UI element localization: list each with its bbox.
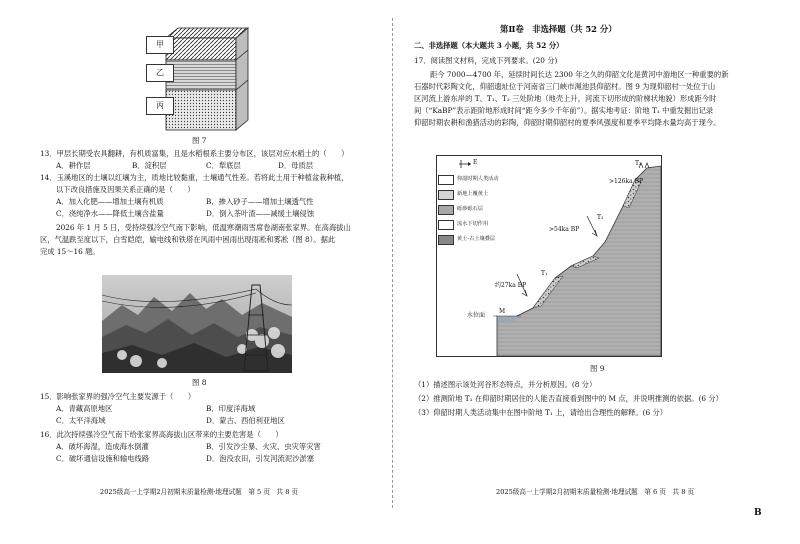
q13-option-d: D．母质层 [278, 161, 314, 170]
left-page [0, 0, 392, 544]
q15-option-a: A．青藏高原地区 [56, 404, 113, 413]
east-arrow-label: E [473, 159, 478, 166]
legend-item-gravel: 砾砂砾石层 [438, 202, 506, 217]
material-line2: 区，气温跌至度以下，白雪皑皑，输电线和铁塔在风雨中困雨出现雨凇和雾凇（图 8）。据此 [40, 235, 336, 244]
q13-option-c: C．犁底层 [206, 161, 241, 170]
layer-label-jia: 甲 [146, 36, 174, 54]
q14-option-d: D．倒入茶叶渣——减缓土壤侵蚀 [206, 209, 315, 218]
q14-option-b: B．掺入砂子——增加土壤透气性 [206, 197, 314, 206]
fig7-caption: 图 7 [192, 136, 207, 145]
point-m-label: M [499, 308, 506, 315]
q13-option-a: A．耕作层 [56, 161, 91, 170]
layer-label-yi: 乙 [146, 64, 174, 82]
section-subtitle: 二、非选择题（本大题共 3 小题，共 52 分） [414, 41, 564, 50]
age-t1: 约27ka BP [495, 282, 527, 289]
q16-stem: 16．此次持续强冷空气南下给张家界高海拔山区带来的主要危害是（ ） [40, 430, 283, 439]
q16-option-b: B．引发沙尘暴、火灾、虫灾等灾害 [206, 442, 321, 451]
age-t3: >126ka BP [609, 178, 644, 185]
terrace-t3: T₃ [635, 160, 642, 167]
left-footer: 2025级高一上学期2月初期末质量检测·地理试题 第 5 页 共 8 页 [100, 488, 299, 496]
age-t2: >54ka BP [549, 226, 580, 233]
q17-sub-3: （3）仰韶时期人类活动集中在图中阶地 T₁ 上，请给出合理性的解释。(6 分） [414, 408, 668, 417]
q17-para-1: 距今 7000—4700 年，延续时间长达 2300 年之久的仰韶文化是黄河中游地区一种重要的新 [430, 70, 729, 79]
legend-item-loess-paleosol: 黄土-古土壤叠层 [438, 232, 506, 247]
q16-option-a: A．破坏海湿，造成海水倒灌 [56, 442, 149, 451]
q14-option-a: A．加入化肥——增加土壤有机质 [56, 197, 164, 206]
q17-para-2: 石器时代彩陶文化，仰韶遗址位于河南省三门峡市渑池县仰韶村。图 9 为现仰韶村一处位于山 [414, 82, 716, 91]
terrace-t2: T₂ [597, 214, 604, 221]
material-line1: 2026 年 1 月 5 日，受持续强冷空气南下影响，低温寒潮雨雪席卷湖南张家界。在高海拔山 [56, 223, 351, 232]
q15-stem: 15．影响张家界的强冷空气主要发源于（ ） [40, 392, 196, 401]
right-footer: 2025级高一上学期2月初期末质量检测·地理试题 第 6 页 共 8 页 [496, 488, 695, 496]
water-level-label: 水位面 [467, 312, 486, 319]
section-title: 第Ⅱ卷 非选择题（共 52 分） [500, 24, 617, 34]
q15-option-d: D．蒙古、西伯利亚地区 [206, 416, 285, 425]
q17-para-4: 间（“KaBP”表示距阶地形成时间“距今多少千年前”）。据实地考证：阶地 T₁ 中重发掘出记录 [414, 106, 714, 115]
material-line3: 完成 15～16 题。 [40, 247, 100, 256]
q16-option-c: C．破坏通信设施和输电线路 [56, 454, 150, 463]
corner-mark: B [754, 508, 762, 518]
terrace-t1: T₁ [541, 270, 548, 277]
q15-option-c: C．太平洋海域 [56, 416, 106, 425]
fig8-caption: 图 8 [192, 378, 207, 387]
page-divider [392, 18, 393, 508]
q15-option-b: B．印度洋海域 [206, 404, 256, 413]
q17-stem: 17．阅读图文材料，完成下列要求。(20 分) [414, 56, 558, 65]
q14-stem-line2: 以下改良措施及因果关系正确的是（ ） [56, 185, 195, 194]
legend-item-human-activity: 仰韶时期人类活动 [438, 172, 506, 187]
q14-stem-line1: 14．玉溪地区的土壤以红壤为主，质地比较黏重，土壤通气性差。若将此土用于种植盆栽种植， [40, 173, 349, 182]
q17-para-5: 仰韶时期农耕和渔猎活动的彩陶，仰韶时期仰韶村的夏季风强度和夏季平均降水量均高于现今。 [414, 118, 721, 127]
fig9-caption: 图 9 [590, 364, 605, 373]
q17-sub-2: （2）推测阶地 T₁ 在仰韶时期居住的人能否直接看到图中的 M 点，并说明推测的依据。(6 分） [414, 394, 723, 403]
q16-option-d: D．泡没农田，引发河流泥沙淤塞 [206, 454, 315, 463]
q17-para-3: 区河流上游东岸的 T、T₁、T₂ 三处阶地（地壳上升，河流下切形成的阶梯状地貌）形成距今时 [414, 94, 717, 103]
fig9-legend [438, 172, 506, 247]
q14-option-c: C．浇纯净水——降低土壤含盐量 [56, 209, 164, 218]
legend-item-new-loess: 新地上覆黄土 [438, 187, 506, 202]
q13-stem: 13．甲层长期受农具翻耕，有机质富集，且是水稻根系主要分布区，该层对应水稻土的（ ） [40, 149, 349, 158]
river-terrace-diagram [436, 155, 662, 357]
snow-mountain-photo [102, 275, 292, 373]
q17-sub-1: （1）描述图示该处河谷形态特点，并分析原因。(8 分） [414, 380, 597, 389]
layer-label-bing: 丙 [146, 97, 174, 115]
legend-item-downcutting: 流水下切作用 [438, 217, 506, 232]
q13-option-b: B．淀积层 [132, 161, 167, 170]
